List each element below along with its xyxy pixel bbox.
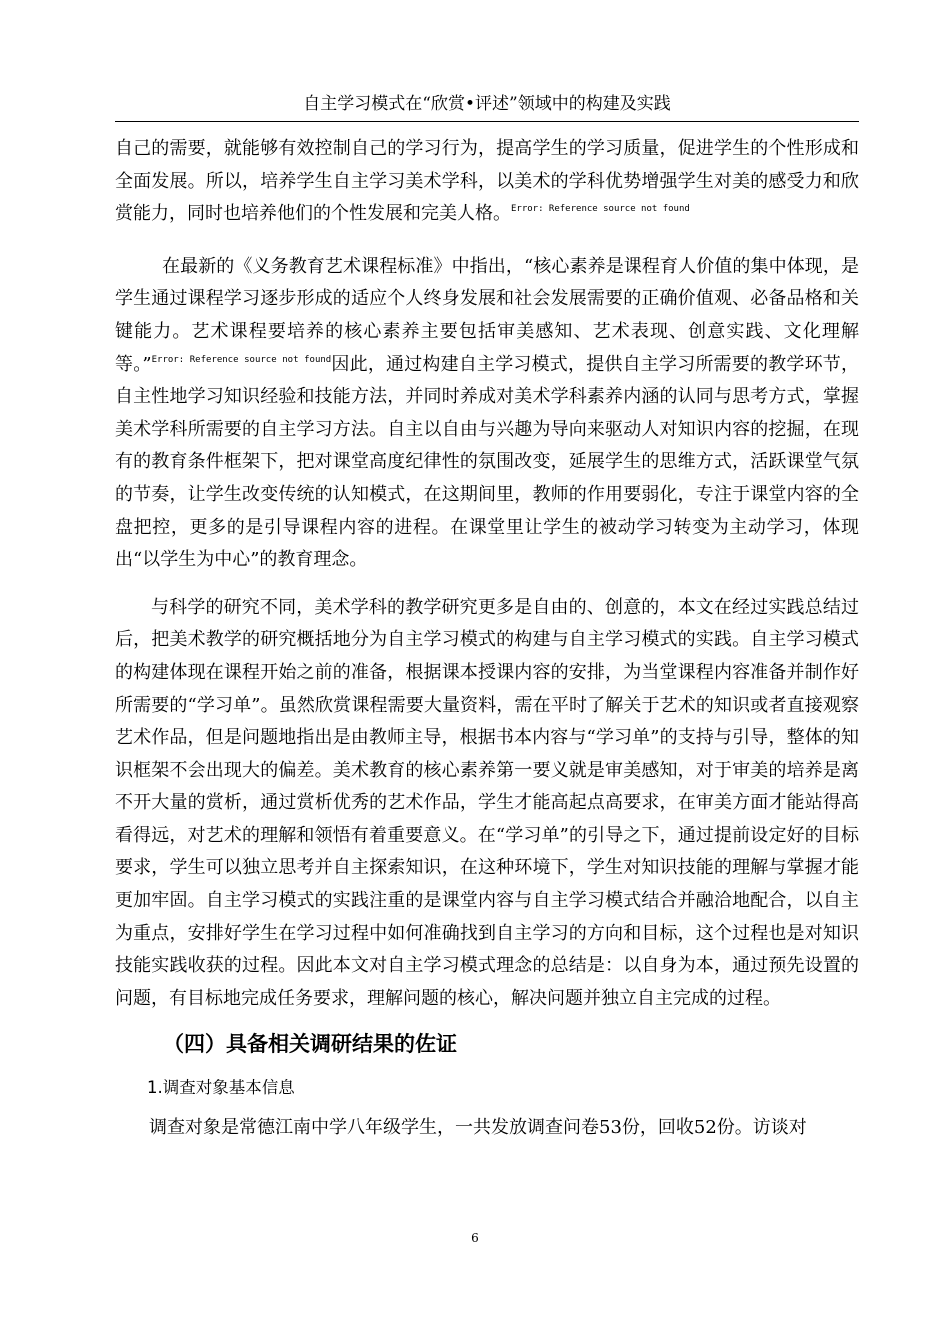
paragraph-2-text-after: 因此，通过构建自主学习模式，提供自主学习所需要的教学环节，自主性地学习知识经验和技能方法，并同时养成对美术学科素养内涵的认同与思考方式，掌握美术学科所需要的自主学习方法。自主以自由与兴趣为导向来驱动人对知识内容的挖掘，在现有的教育条件框架下，把对课堂高度纪律性的氛围改变，延展学生的思维方式，活跃课堂气氛的节奏，让学生改变传统的认知模式，在这期间里，教师的作用要弱化，专注于课堂内容的全盘把控，更多的是引导课程内容的进程。在课堂里让学生的被动学习转变为主动学习，体现出“以学生为中心”的教育理念。 bbox=[115, 353, 860, 571]
section-heading: （四）具备相关调研结果的佐证 bbox=[163, 1032, 457, 1057]
subsection-heading: 1.调查对象基本信息 bbox=[147, 1078, 295, 1098]
paragraph-1-text: 自己的需要，就能够有效控制自己的学习行为，提高学生的学习质量，促进学生的个性形成和全面发展。所以，培养学生自主学习美术学科，以美术的学科优势增强学生对美的感受力和欣赏能力，同时也培养他们的个性发展和完美人格。 bbox=[115, 138, 859, 225]
paragraph-2-text-before: 在最新的《义务教育艺术课程标准》中指出，“核心素养是课程育人价值的集中体现，是学生通过课程学习逐步形成的适应个人终身发展和社会发展需要的正确价值观、必备品格和关键能力。艺术课程要培养的核心素养主要包括审美感知、艺术表现、创意实践、文化理解等。” bbox=[115, 255, 859, 375]
paragraph-1 bbox=[115, 133, 859, 231]
paragraph-3: 与科学的研究不同，美术学科的教学研究更多是自由的、创意的，本文在经过实践总结过后，把美术教学的研究概括地分为自主学习模式的构建与自主学习模式的实践。自主学习模式的构建体现在课程开始之前的准备，根据课本授课内容的安排，为当堂课程内容准备并制作好所需要的“学习单”。虽然欣赏课程需要大量资料，需在平时了解关于艺术的知识或者直接观察艺术作品，但是问题地指出是由教师主导，根据书本内容与“学习单”的支持与引导，整体的知识框架不会出现大的偏差。美术教育的核心素养第一要义就是审美感知，对于审美的培养是离不开大量的赏析，通过赏析优秀的艺术作品，学生才能高起点高要求，在审美方面才能站得高看得远，对艺术的理解和领悟有着重要意义。在“学习单”的引导之下，通过提前设定好的目标要求，学生可以独立思考并自主探索知识，在这种环境下，学生对知识技能的理解与掌握才能更加牢固。自主学习模式的实践注重的是课堂内容与自主学习模式结合并融洽地配合，以自主为重点，安排好学生在学习过程中如何准确找到自主学习的方向和目标，这个过程也是对知识技能实践收获的过程。因此本文对自主学习模式理念的总结是：以自身为本，通过预先设置的问题，有目标地完成任务要求，理解问题的核心，解决问题并独立自主完成的过程。 bbox=[115, 596, 859, 1009]
running-header: 自主学习模式在“欣赏•评述”领域中的构建及实践 bbox=[303, 94, 671, 114]
header-divider bbox=[115, 121, 859, 122]
reference-error-note: Error: Reference source not found bbox=[511, 204, 690, 215]
document-body bbox=[115, 133, 859, 1145]
paragraph-2 bbox=[115, 251, 859, 577]
reference-error-note: Error: Reference source not found bbox=[151, 354, 332, 365]
page-number: 6 bbox=[471, 1231, 479, 1245]
paragraph-4: 调查对象是常德江南中学八年级学生，一共发放调查问卷53份，回收52份。访谈对 bbox=[149, 1117, 807, 1139]
